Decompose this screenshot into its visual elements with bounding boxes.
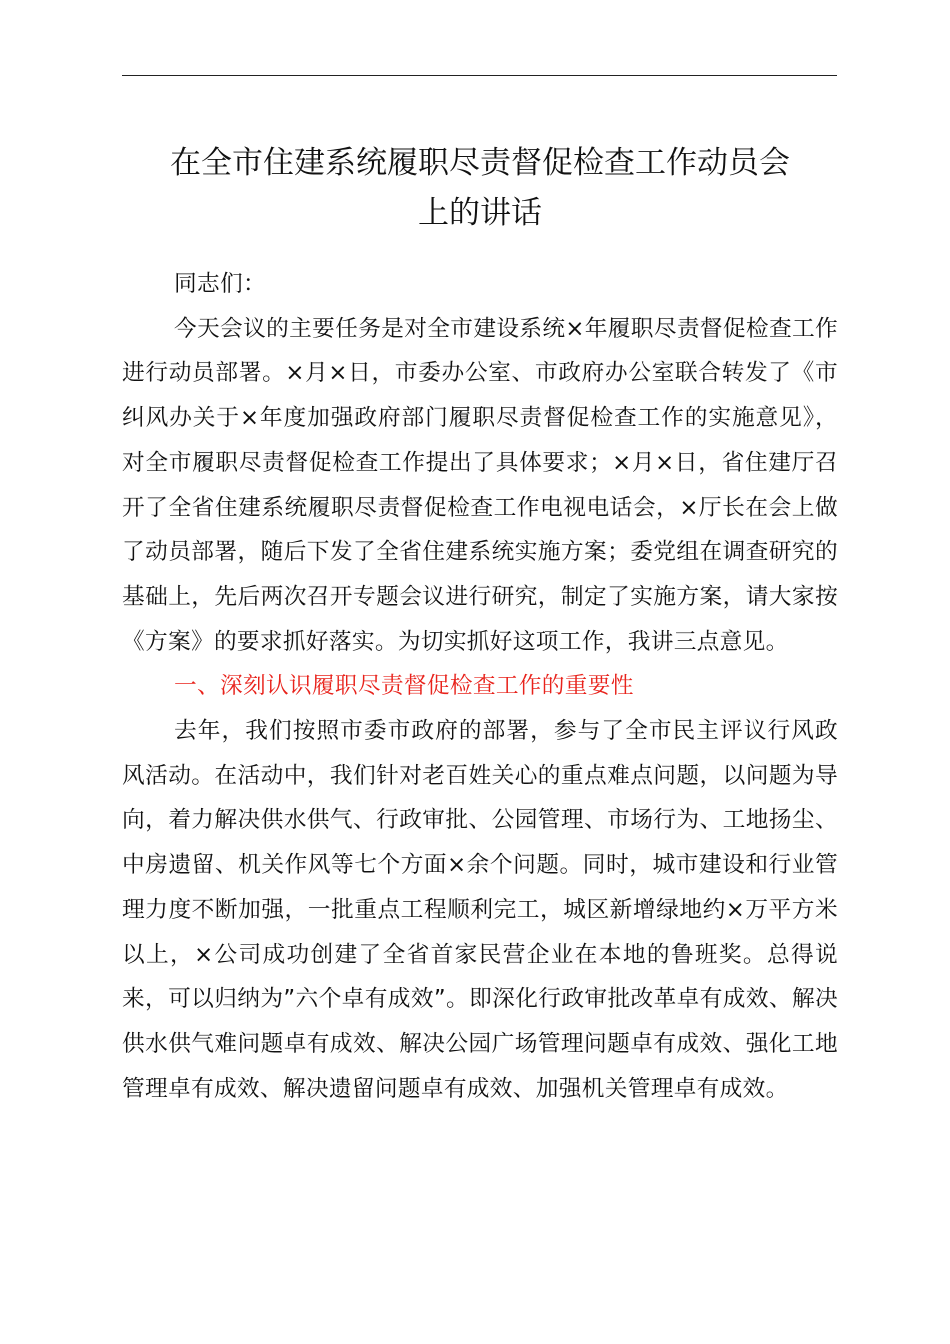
document-title [110, 138, 850, 238]
title-line-1: 在全市住建系统履职尽责督促检查工作动员会 [170, 145, 790, 181]
header-rule [122, 75, 837, 76]
salutation: 同志们： [174, 271, 266, 297]
section-heading-1: 一、深刻认识履职尽责督促检查工作的重要性 [174, 673, 634, 700]
document-body [122, 262, 838, 1111]
title-line-2: 上的讲话 [418, 195, 542, 231]
paragraph-intro: 今天会议的主要任务是对全市建设系统×年履职尽责督促检查工作进行动员部署。×月×日，市委办公室、市政府办公室联合转发了《市纠风办关于×年度加强政府部门履职尽责督促检查工作的实施意见》，对全市履职尽责督促检查工作提出了具体要求；×月×日，省住建厅召开了全省住建系统履职尽责督促检查工作电视电话会，×厅长在会上做了动员部署，随后下发了全省住建系统实施方案；委党组在调查研究的基础上，先后两次召开专题会议进行研究，制定了实施方案，请大家按《方案》的要求抓好落实。为切实抓好这项工作，我讲三点意见。 [122, 315, 838, 655]
paragraph-review: 去年，我们按照市委市政府的部署，参与了全市民主评议行风政风活动。在活动中，我们针对老百姓关心的重点难点问题，以问题为导向，着力解决供水供气、行政审批、公园管理、市场行为、工地扬尘、中房遗留、机关作风等七个方面×余个问题。同时，城市建设和行业管理力度不断加强，一批重点工程顺利完工，城区新增绿地约×万平方米以上，×公司成功创建了全省首家民营企业在本地的鲁班奖。总得说来，可以归纳为”六个卓有成效”。即深化行政审批改革卓有成效、解决供水供气难问题卓有成效、解决公园广场管理问题卓有成效、强化工地管理卓有成效、解决遗留问题卓有成效、加强机关管理卓有成效。 [122, 718, 838, 1102]
